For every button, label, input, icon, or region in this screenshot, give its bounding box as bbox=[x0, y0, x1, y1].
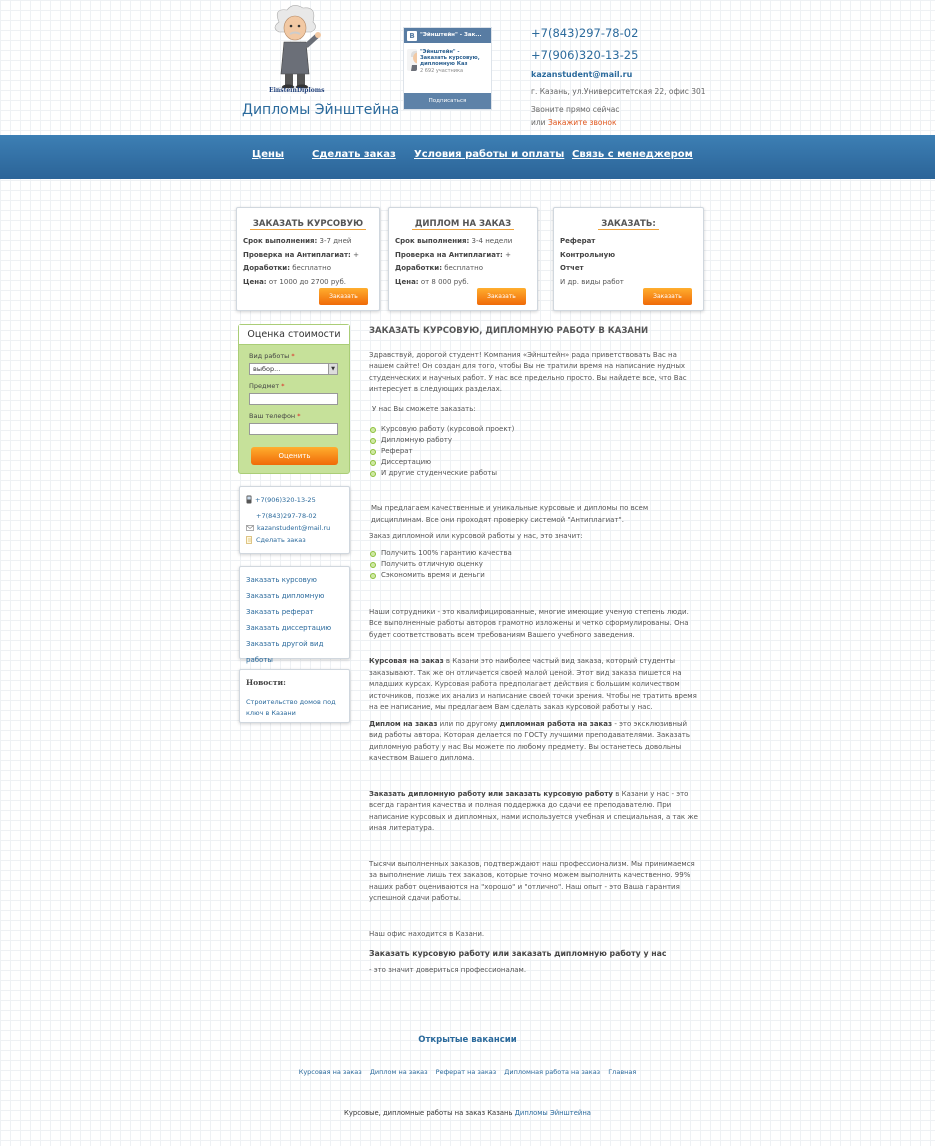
staff-paragraph: Наши сотрудники - это квалифицированные, многие имеющие ученую степень люди. Все выполненные работы авторов грамотно изложены и четко сформулированы. Она будет соответствовать всем требованиям Вашего учебного заведения. bbox=[369, 607, 689, 639]
can-order-text: У нас Вы сможете заказать: bbox=[372, 404, 476, 413]
order-box-line: Проверка на Антиплагиат: + bbox=[243, 250, 359, 259]
order-box-line: Доработки: бесплатно bbox=[243, 264, 331, 272]
side-links bbox=[239, 566, 350, 664]
subject-input[interactable] bbox=[249, 393, 338, 405]
header-phone-1[interactable]: +7(843)297-78-02 bbox=[531, 26, 639, 40]
header-phone-2[interactable]: +7(906)320-13-25 bbox=[531, 48, 639, 62]
logo[interactable] bbox=[265, 4, 325, 96]
side-make-order[interactable]: Сделать заказ bbox=[256, 536, 306, 544]
vk-subscribe-button[interactable]: Подписаться bbox=[404, 93, 491, 109]
side-contacts bbox=[239, 486, 350, 554]
estimate-form bbox=[238, 324, 350, 474]
nav-prices[interactable]: Цены bbox=[252, 149, 285, 160]
footer-link-essay[interactable]: Реферат на заказ bbox=[435, 1068, 497, 1076]
list-item: Получить 100% гарантию качества bbox=[369, 548, 700, 559]
list-item: Курсовую работу (курсовой проект) bbox=[369, 424, 700, 435]
vk-widget-title: "Эйнштейн" - Зак... bbox=[420, 32, 482, 38]
order-box-line: Срок выполнения: 3-4 недели bbox=[395, 237, 513, 245]
list-item: Сэкономить время и деньги bbox=[369, 570, 700, 581]
order-box-line: Цена: от 1000 до 2700 руб. bbox=[243, 277, 346, 286]
nav-terms[interactable]: Условия работы и оплаты bbox=[414, 149, 565, 160]
callback-link[interactable]: Закажите звонок bbox=[547, 118, 617, 127]
order-box-line: Отчет bbox=[560, 264, 584, 272]
vacancies-link[interactable]: Открытые вакансии bbox=[418, 1035, 517, 1045]
header-email[interactable]: kazanstudent@mail.ru bbox=[531, 70, 633, 79]
benefits-list bbox=[369, 548, 700, 581]
thousands-paragraph: Тысячи выполненных заказов, подтверждают наш профессионализм. Мы принимаемся за выполнение лишь тех заказов, которые точно можем выполнить качественно. 99% наших работ оцениваются на "хорошо" и "отлично". Наш опыт - это Ваша гарантия успешной сдачи работы. bbox=[369, 859, 695, 902]
side-link-dissertation[interactable]: Заказать диссертацию bbox=[246, 624, 332, 632]
order-box-title: ЗАКАЗАТЬ КУРСОВУЮ bbox=[250, 219, 366, 230]
estimate-title: Оценка стоимости bbox=[239, 325, 349, 345]
news-box bbox=[239, 669, 350, 723]
order-types-list bbox=[369, 424, 700, 479]
order-coursework-button[interactable]: Заказать bbox=[319, 288, 368, 305]
footer-site-link[interactable]: Дипломы Эйнштейна bbox=[514, 1109, 591, 1117]
header-address: г. Казань, ул.Университетская 22, офис 301 bbox=[531, 87, 706, 96]
intro-paragraph: Здравствуй, дорогой студент! Компания «Эйнштейн» рада приветствовать Вас на нашем сайте! Он создан для того, чтобы Вы не тратили время на написание нудных студенческих и научных работ. У нас все предельно просто. Вы найдете все, что Вас интересует в следующих разделах. bbox=[369, 350, 687, 393]
callback-or: или bbox=[531, 118, 546, 127]
site-title[interactable]: Дипломы Эйнштейна bbox=[242, 102, 400, 118]
main-content bbox=[369, 326, 700, 981]
trust-text: - это значит довериться профессионалам. bbox=[369, 965, 527, 974]
footer-link-diploma-work[interactable]: Дипломная работа на заказ bbox=[504, 1068, 601, 1076]
footer-link-diploma[interactable]: Диплом на заказ bbox=[369, 1068, 428, 1076]
order-icon bbox=[246, 536, 253, 544]
work-type-select[interactable]: выбор... ▼ bbox=[249, 363, 338, 375]
order-box-line: Реферат bbox=[560, 237, 596, 245]
order-box-line: Срок выполнения: 3-7 дней bbox=[243, 237, 352, 245]
order-box-title: ДИПЛОМ НА ЗАКАЗ bbox=[412, 219, 514, 230]
vk-group-name[interactable]: "Эйнштейн" - Заказать курсовую, дипломную Каз bbox=[419, 49, 480, 67]
side-email[interactable]: kazanstudent@mail.ru bbox=[257, 524, 331, 532]
order-subheading: Заказать курсовую работу или заказать дипломную работу у нас bbox=[369, 949, 667, 958]
footer-link-home[interactable]: Главная bbox=[608, 1068, 637, 1076]
side-link-other[interactable]: Заказать другой вид работы bbox=[246, 640, 324, 664]
vk-widget[interactable] bbox=[403, 27, 492, 110]
order-box-coursework bbox=[236, 207, 380, 311]
phone-input[interactable] bbox=[249, 423, 338, 435]
news-title: Новости: bbox=[246, 678, 286, 687]
footer-link-coursework[interactable]: Курсовая на заказ bbox=[298, 1068, 362, 1076]
diploma-paragraph: Диплом на заказ или по другому дипломная работа на заказ - это эксклюзивный вид работы автора. Которая делается по ГОСТу лучшими преподавателями. Заказать дипломную работу у нас Вы можете по любому предмету. Вы останетесь довольны качеством Вашего диплома. bbox=[369, 719, 690, 762]
footer-links bbox=[0, 1068, 935, 1076]
vk-members: 2 692 участника bbox=[419, 68, 464, 74]
list-item: Диссертацию bbox=[369, 457, 700, 468]
mobile-phone-icon bbox=[246, 495, 252, 504]
office-text: Наш офис находится в Казани. bbox=[369, 929, 485, 938]
estimate-button[interactable]: Оценить bbox=[251, 447, 338, 465]
side-link-coursework[interactable]: Заказать курсовую bbox=[246, 576, 317, 584]
means-text: Заказ дипломной или курсовой работы у нас, это значит: bbox=[369, 532, 583, 540]
offer-paragraph: Мы предлагаем качественные и уникальные курсовые и дипломы по всем дисциплинам. Все они проходят проверку системой "Антиплагиат". bbox=[371, 504, 649, 524]
side-link-diploma[interactable]: Заказать дипломную bbox=[246, 592, 325, 600]
page-title: ЗАКАЗАТЬ КУРСОВУЮ, ДИПЛОМНУЮ РАБОТУ В КАЗАНИ bbox=[369, 326, 649, 336]
vk-avatar[interactable] bbox=[407, 49, 417, 71]
footer-copyright: Курсовые, дипломные работы на заказ Казань Дипломы Эйнштейна bbox=[344, 1109, 591, 1117]
vk-widget-header[interactable] bbox=[404, 28, 491, 43]
side-phone-1[interactable]: +7(906)320-13-25 bbox=[255, 495, 316, 504]
order-box-line: Проверка на Антиплагиат: + bbox=[395, 250, 511, 259]
order-box-line: Доработки: бесплатно bbox=[395, 264, 483, 272]
callback-line bbox=[531, 118, 731, 127]
work-type-label: Вид работы * bbox=[249, 352, 295, 360]
list-item: Получить отличную оценку bbox=[369, 559, 700, 570]
nav-make-order[interactable]: Сделать заказ bbox=[312, 149, 396, 160]
list-item: Дипломную работу bbox=[369, 435, 700, 446]
order-box-line: И др. виды работ bbox=[560, 277, 624, 286]
news-item-link[interactable]: Строительство домов под ключ в Казани bbox=[246, 698, 336, 717]
subject-label: Предмет * bbox=[249, 382, 285, 390]
nav-contact-manager[interactable]: Связь с менеджером bbox=[572, 149, 693, 160]
einstein-avatar-icon bbox=[407, 49, 417, 71]
logo-text: EinsteinDiploms bbox=[269, 87, 325, 94]
side-phone-2[interactable]: +7(843)297-78-02 bbox=[256, 512, 317, 520]
vk-icon: В bbox=[407, 31, 417, 41]
list-item: Реферат bbox=[369, 446, 700, 457]
order-box-diploma bbox=[388, 207, 538, 311]
order-box-title: ЗАКАЗАТЬ: bbox=[598, 219, 658, 230]
einstein-logo-icon bbox=[265, 4, 325, 96]
order-box-other bbox=[553, 207, 704, 311]
phone-label: Ваш телефон * bbox=[249, 412, 301, 420]
side-link-essay[interactable]: Заказать реферат bbox=[246, 608, 314, 616]
call-now-text: Звоните прямо сейчас bbox=[531, 105, 620, 114]
order-box-line: Контрольную bbox=[560, 250, 616, 259]
mail-icon bbox=[246, 525, 254, 531]
guarantee-paragraph: Заказать дипломную работу или заказать курсовую работу в Казани у нас - это всегда гарантия качества и полная поддержка до сдачи ее преподавателю. При написание курсовых и дипломных, нами используется учебная и специальная, а так же иная литература. bbox=[369, 789, 698, 832]
order-other-button[interactable]: Заказать bbox=[643, 288, 692, 305]
order-diploma-button[interactable]: Заказать bbox=[477, 288, 526, 305]
main-nav bbox=[0, 135, 935, 179]
header-contacts bbox=[531, 22, 731, 127]
coursework-paragraph: Курсовая на заказ в Казани это наиболее частый вид заказа, который студенты заказывают. Так же он отличается своей малой ценой. Этот вид заказа пишется на младших курсах. Курсовая работа предполагает действия с большим количеством источников, позже их анализ и написание своей точки зрения. Чтобы не тратить время на ее написание, мы предлагаем Вам сделать заказ курсовой работы у нас. bbox=[369, 657, 697, 711]
chevron-down-icon: ▼ bbox=[328, 364, 337, 374]
order-box-line: Цена: от 8 000 руб. bbox=[395, 277, 469, 286]
list-item: И другие студенческие работы bbox=[369, 468, 700, 479]
